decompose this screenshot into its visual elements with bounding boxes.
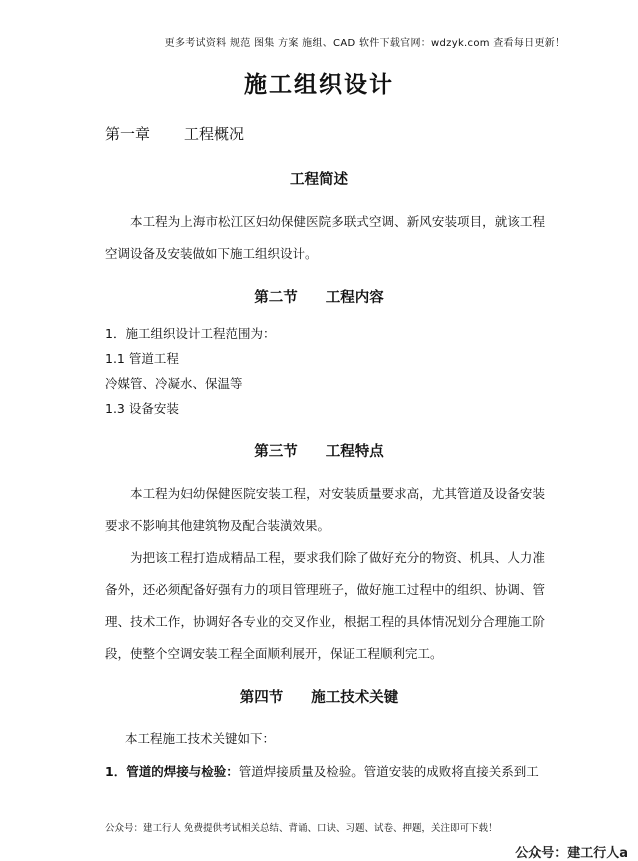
- section3-number: 第三节: [254, 444, 298, 460]
- page-title: 施工组织设计: [244, 72, 394, 98]
- section4-number: 第四节: [239, 690, 284, 706]
- section4-item-text: 管道焊接质量及检验。管道安装的成败将直接关系到工: [238, 764, 539, 779]
- chapter-number: 第一章: [105, 125, 151, 143]
- section4-item-lead: 1．管道的焊接与检验：: [105, 764, 239, 779]
- section1-paragraph: 本工程为上海市松江区妇幼保健医院多联式空调、新风安装项目，就该工程空调设备及安装做如下施工组织设计。: [105, 214, 545, 261]
- section2-line: 1.3 设备安装: [105, 401, 179, 416]
- section4-item: [105, 762, 539, 780]
- section4-intro: 本工程施工技术关键如下：: [125, 731, 276, 746]
- section2-number: 第二节: [254, 290, 298, 306]
- header-note: 更多考试资料 规范 图集 方案 施组、CAD 软件下载官网：wdzyk.com 查看每日更新！: [164, 38, 566, 49]
- section3-name: 工程特点: [325, 444, 384, 460]
- footer-note: 公众号：建工行人 免费提供考试相关总结、背诵、口诀、习题、试卷、押题，关注即可下载！: [105, 823, 498, 834]
- section1-title: 工程简述: [290, 172, 348, 188]
- watermark-text: 公众号：建工行人a: [515, 846, 628, 861]
- section3-title: [0, 440, 638, 461]
- chapter-name: 工程概况: [184, 125, 245, 143]
- section2-line: 冷媒管、冷凝水、保温等: [105, 376, 243, 391]
- section4-title: [0, 686, 638, 707]
- section2-name: 工程内容: [325, 290, 384, 306]
- section3-paragraph: 为把该工程打造成精品工程，要求我们除了做好充分的物资、机具、人力准备外，还必须配备好强有力的项目管理班子，做好施工过程中的组织、协调、管理、技术工作，协调好各专业的交叉作业，根据工程的具体情况划分合理施工阶段，使整个空调安装工程全面顺利展开，保证工程顺利完工。: [105, 550, 545, 661]
- section3-paragraph: 本工程为妇幼保健医院安装工程，对安装质量要求高，尤其管道及设备安装要求不影响其他建筑物及配合装潢效果。: [105, 486, 545, 533]
- chapter-heading: [105, 123, 244, 144]
- section4-name: 施工技术关键: [311, 690, 399, 706]
- section2-line: 1.1 管道工程: [105, 351, 179, 366]
- section2-line: 1．施工组织设计工程范围为：: [105, 326, 276, 341]
- section2-title: [0, 286, 638, 307]
